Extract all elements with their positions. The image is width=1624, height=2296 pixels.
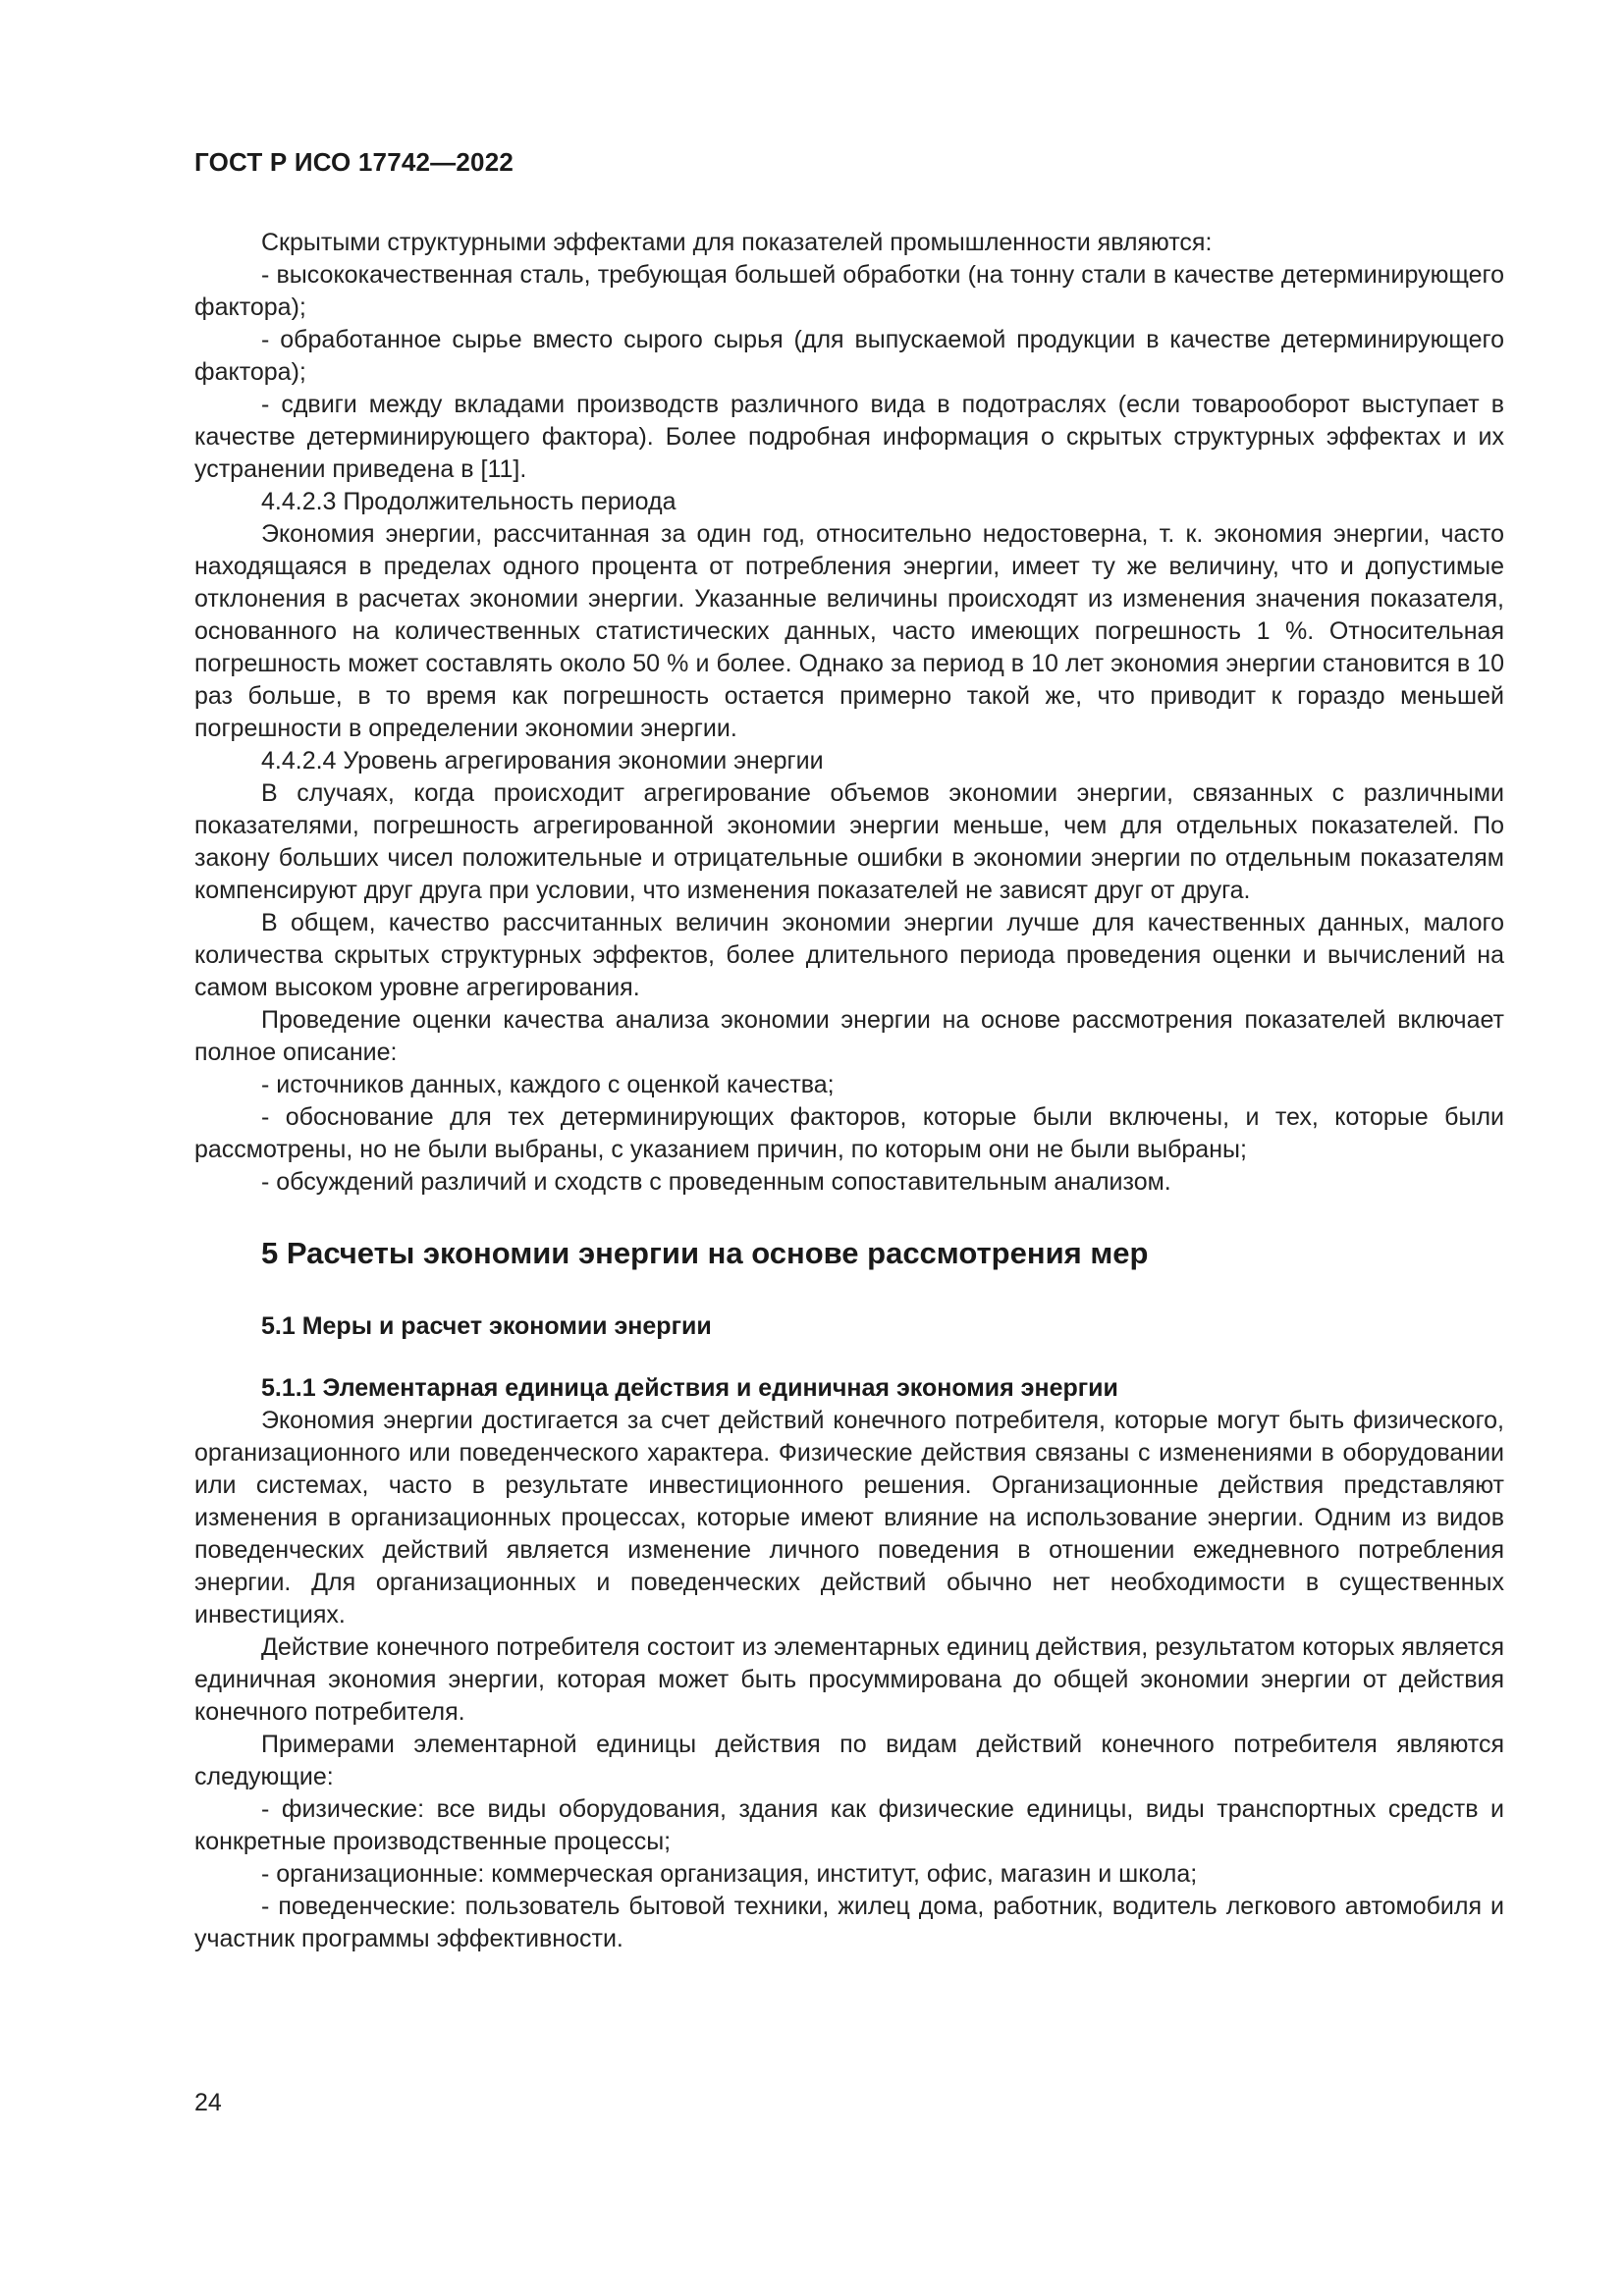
paragraph: Примерами элементарной единицы действия по видам действий конечного потребителя являются следующие: (194, 1731, 1504, 1790)
paragraph: Проведение оценки качества анализа экономии энергии на основе рассмотрения показателей включает полное описание: (194, 1006, 1504, 1066)
list-item: - обсуждений различий и сходств с проведенным сопоставительным анализом. (261, 1168, 1171, 1196)
clause-heading-4-4-2-4: 4.4.2.4 Уровень агрегирования экономии энергии (261, 747, 824, 774)
list-item: - поведенческие: пользователь бытовой техники, жилец дома, работник, водитель легкового автомобиля и участник программы эффективности. (194, 1893, 1504, 1952)
list-item: - источников данных, каждого с оценкой качества; (261, 1071, 835, 1098)
section-5-heading: 5 Расчеты экономии энергии на основе рассмотрения мер (261, 1236, 1149, 1270)
list-item: - обработанное сырье вместо сырого сырья (для выпускаемой продукции в качестве детерминирующего фактора); (194, 326, 1504, 386)
paragraph: В общем, качество рассчитанных величин экономии энергии лучше для качественных данных, малого количества скрытых структурных эффектов, более длительного периода проведения оценки и вычислений на самом высоком уровне агрегирования. (194, 909, 1504, 1001)
list-item: - высококачественная сталь, требующая большей обработки (на тонну стали в качестве детерминирующего фактора); (194, 261, 1504, 321)
list-item: - обоснование для тех детерминирующих факторов, которые были включены, и тех, которые были рассмотрены, но не были выбраны, с указанием причин, по которым они не были выбраны; (194, 1103, 1504, 1163)
list-item: - сдвиги между вкладами производств различного вида в подотраслях (если товарооборот выступает в качестве детерминирующего фактора). Более подробная информация о скрытых структурных эффектах и их устранении приведена в [11]. (194, 391, 1504, 483)
paragraph: Экономия энергии, рассчитанная за один год, относительно недостоверна, т. к. экономия энергии, часто находящаяся в пределах одного процента от потребления энергии, имеет ту же величину, что и допустимые отклонения в расчетах экономии энергии. Указанные величины происходят из изменения значения показателя, основанного на количественных статистических данных, часто имеющих погрешность 1 %. Относительная погрешность может составлять около 50 % и более. Однако за период в 10 лет экономия энергии становится в 10 раз больше, в то время как погрешность остается примерно такой же, что приводит к гораздо меньшей погрешности в определении экономии энергии. (194, 520, 1504, 742)
section-5-1-1-heading: 5.1.1 Элементарная единица действия и единичная экономия энергии (261, 1374, 1118, 1402)
section-5-1-heading: 5.1 Меры и расчет экономии энергии (261, 1312, 712, 1340)
paragraph: Скрытыми структурными эффектами для показателей промышленности являются: (261, 229, 1213, 256)
document-body (194, 227, 1504, 1955)
document-code-header: ГОСТ Р ИСО 17742—2022 (194, 147, 514, 177)
paragraph: Действие конечного потребителя состоит из элементарных единиц действия, результатом которых является единичная экономия энергии, которая может быть просуммирована до общей экономии энергии от действия конечного потребителя. (194, 1633, 1504, 1726)
page-number: 24 (194, 2089, 222, 2116)
paragraph: В случаях, когда происходит агрегирование объемов экономии энергии, связанных с различными показателями, погрешность агрегированной экономии энергии меньше, чем для отдельных показателей. По закону больших чисел положительные и отрицательные ошибки в экономии энергии по отдельным показателям компенсируют друг друга при условии, что изменения показателей не зависят друг от друга. (194, 779, 1504, 904)
list-item: - физические: все виды оборудования, здания как физические единицы, виды транспортных средств и конкретные производственные процессы; (194, 1795, 1504, 1855)
clause-heading-4-4-2-3: 4.4.2.3 Продолжительность периода (261, 488, 677, 515)
paragraph: Экономия энергии достигается за счет действий конечного потребителя, которые могут быть физического, организационного или поведенческого характера. Физические действия связаны с изменениями в оборудовании или системах, часто в результате инвестиционного решения. Организационные действия представляют изменения в организационных процессах, которые имеют влияние на использование энергии. Одним из видов поведенческих действий является изменение личного поведения в отношении ежедневного потребления энергии. Для организационных и поведенческих действий обычно нет необходимости в существенных инвестициях. (194, 1407, 1504, 1629)
list-item: - организационные: коммерческая организация, институт, офис, магазин и школа; (261, 1860, 1198, 1888)
